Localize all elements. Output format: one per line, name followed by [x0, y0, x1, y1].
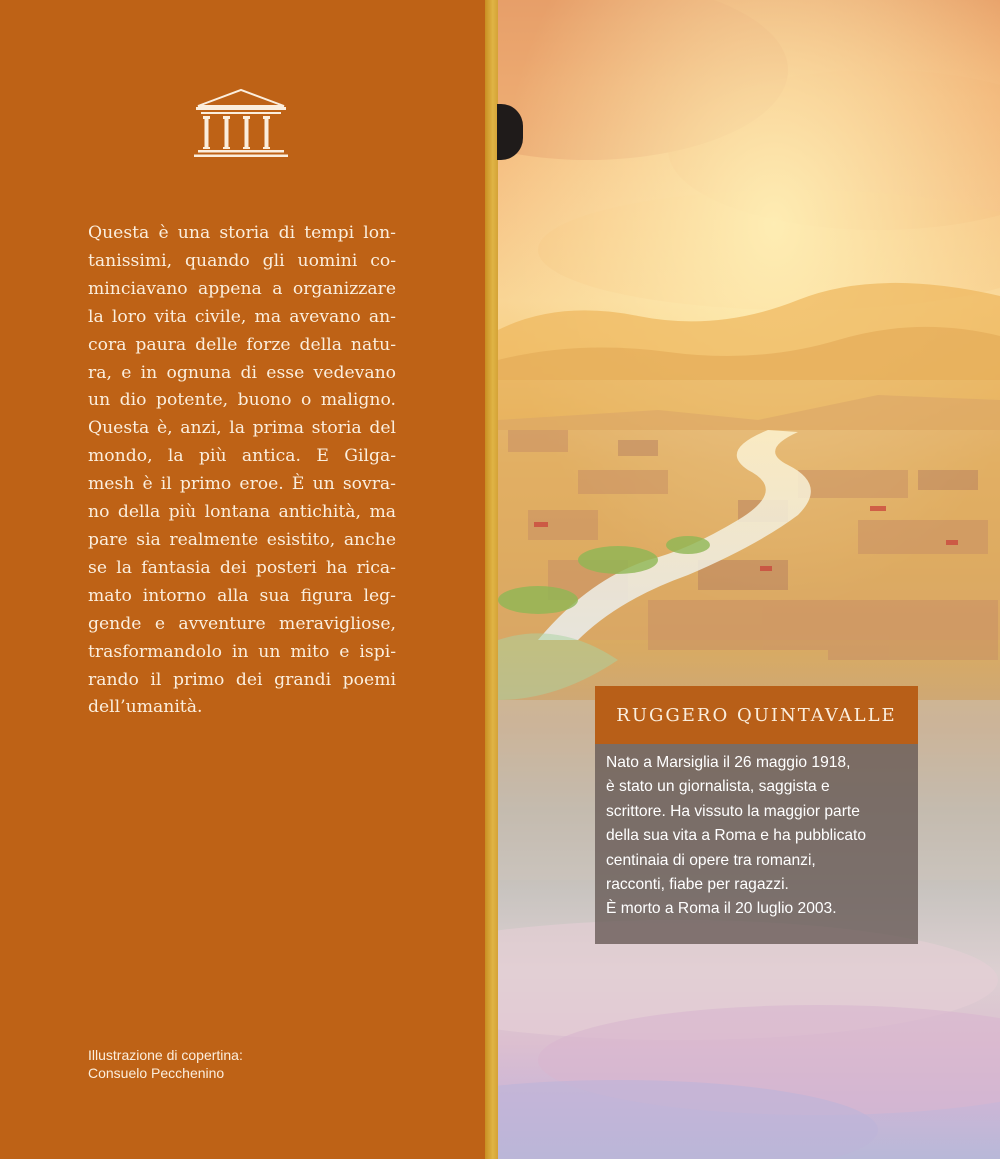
blurb-line: cora paura delle forze della natu- [88, 334, 396, 355]
credit-label: Illustrazione di copertina: [88, 1047, 243, 1063]
bio-line: è stato un giornalista, saggista e [606, 778, 830, 796]
blurb-line: pare sia realmente esistito, anche [88, 529, 396, 550]
blurb-line: gende e avventure meravigliose, [88, 613, 396, 634]
blurb-line: la loro vita civile, ma avevano an- [88, 306, 396, 327]
bio-line: Nato a Marsiglia il 26 maggio 1918, [606, 754, 851, 771]
spine-strip [485, 0, 498, 1159]
blurb-line: no della più lontana antichità, ma [88, 502, 396, 523]
blurb-line: mato intorno alla sua figura leg- [88, 585, 396, 606]
bio-line: scrittore. Ha vissuto la maggior parte [606, 802, 860, 820]
blurb-line: del mondo, la più antica. E Gilga- [88, 418, 396, 467]
author-name: RUGGERO QUINTAVALLE [595, 686, 918, 744]
book-blurb [88, 220, 396, 722]
blurb-line: un dio potente, buono o maligno. [88, 390, 396, 411]
cover-illustration-credit [88, 1046, 348, 1082]
classical-temple-icon [192, 86, 290, 160]
blurb-line: tanissimi, quando gli uomini co- [88, 250, 396, 271]
bio-line: centinaia di opere tra romanzi, [606, 851, 816, 869]
blurb-line: Questa è una storia di tempi lon- [88, 223, 396, 243]
author-info-box [595, 686, 918, 944]
blurb-line: ra, e in ognuna di esse vedevano [88, 362, 396, 383]
blurb-line: se la fantasia dei posteri ha rica- [88, 557, 396, 578]
cover-illustration [498, 0, 1000, 1159]
author-biography [595, 744, 918, 944]
credit-illustrator: Consuelo Pecchenino [88, 1065, 225, 1081]
blurb-line: Questa è, anzi, la prima storia [88, 418, 362, 439]
landscape-painting [498, 0, 1000, 1159]
bio-line: della sua vita a Roma e ha pubblicato [606, 827, 867, 845]
bio-line: È morto a Roma il 20 luglio 2003. [606, 900, 837, 918]
blurb-line: dell’umanità. [88, 697, 203, 718]
blurb-line: mesh è il primo eroe. È un sovra- [88, 474, 396, 495]
blurb-line: minciavano appena a organizzare [88, 278, 396, 299]
blurb-line: trasformandolo in un mito e ispi- [88, 641, 396, 662]
back-cover-panel [0, 0, 485, 1159]
bio-line: racconti, fiabe per ragazzi. [606, 876, 789, 894]
blurb-line: rando il primo dei grandi poemi [88, 669, 396, 690]
